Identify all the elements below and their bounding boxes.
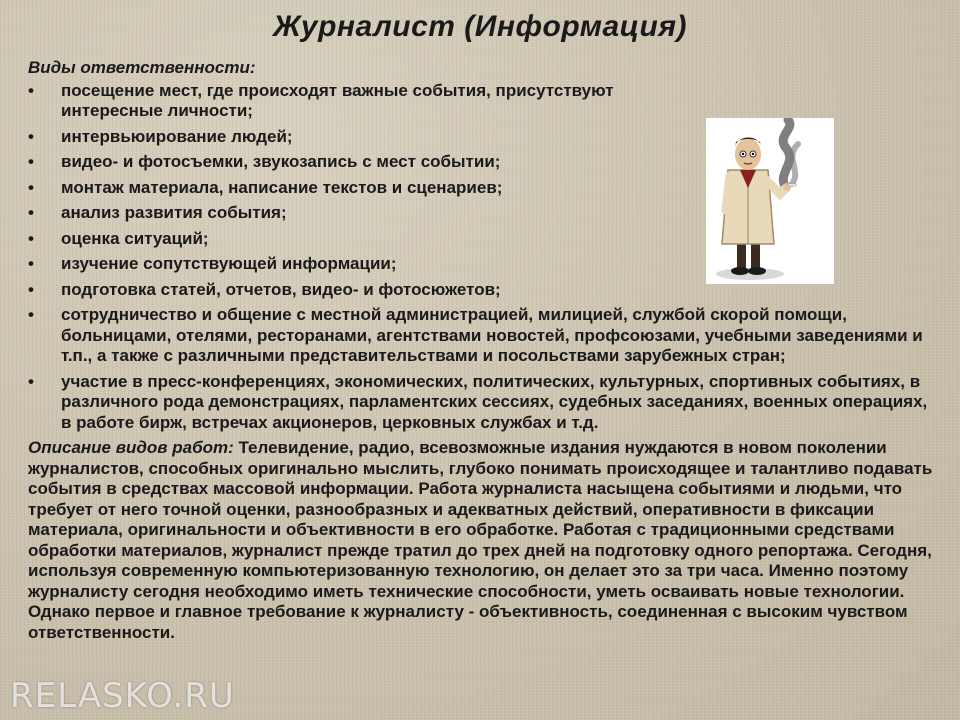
list-item-text: подготовка статей, отчетов, видео- и фотосюжетов;: [61, 279, 501, 299]
bullet: •: [28, 371, 34, 391]
list-item: [28, 152, 701, 173]
bullet: •: [28, 228, 34, 248]
list-item-text: посещение мест, где происходят важные события, присутствуют интересные личности;: [61, 80, 614, 120]
slide-title: Журналист (Информация): [272, 10, 687, 43]
list-item: [28, 127, 701, 148]
bullet: •: [28, 126, 34, 146]
list-item-text: видео- и фотосъемки, звукозапись с мест событии;: [61, 152, 501, 171]
list-item-text: участие в пресс-конференциях, экономических, политических, культурных, спортивных событиях, в различного рода демонстрациях, парламентских сессиях, судебных заседаниях, военных операциях, в работе бирж, встречах акционеров, церковных службах и т.д.: [61, 371, 928, 432]
list-item-text: оценка ситуаций;: [61, 228, 209, 248]
description-label: Описание видов работ:: [28, 438, 234, 457]
bullet: •: [28, 80, 34, 100]
bullet: •: [28, 279, 34, 299]
list-item-text: интервьюирование людей;: [61, 126, 293, 146]
list-item: [28, 203, 701, 224]
bullet: •: [28, 177, 34, 197]
list-item: [28, 254, 701, 275]
list-item-text: монтаж материала, написание текстов и сценариев;: [61, 177, 503, 197]
list-item: [28, 178, 701, 199]
bullet: •: [28, 203, 34, 222]
list-item-text: анализ развития события;: [61, 203, 287, 222]
list-item-text: сотрудничество и общение с местной администрацией, милицией, службой скорой помощи, больницами, отелями, ресторанами, агентствами новостей, профсоюзами, учебными заведениями и т.п., а также с различными представительствами и посольствами зарубежных стран;: [61, 305, 923, 365]
list-item: [28, 372, 941, 434]
job-description: [28, 438, 943, 643]
description-text: Телевидение, радио, всевозможные издания нуждаются в новом поколении журналистов, способных оригинально мыслить, глубоко понимать происходящее и талантливо подавать события в средствах массовой информации. Работа журналиста насыщена событиями и людьми, что требует от него точной оценки, разнообразных и адекватных действий, оперативности в фиксации материала, оригинальности и объективности в его обработке. Работая с традиционными средствами обработки материалов, журналист прежде тратил до трех дней на подготовку одного репортажа. Сегодня, используя современную компьютеризованную технологию, он делает это за три часа. Именно поэтому журналисту сегодня необходимо иметь технические способности, уметь осваивать новые технологии. Однако первое и главное требование к журналисту - объективность, соединенная с высоким чувством ответственности.: [28, 438, 933, 642]
list-item: [28, 280, 701, 301]
list-item: [28, 305, 941, 367]
bullet: •: [28, 152, 34, 171]
bullet: •: [28, 254, 34, 273]
list-item: [28, 81, 701, 122]
section-heading: Виды ответственности:: [28, 58, 256, 77]
watermark: RELASKO.RU: [10, 676, 235, 716]
list-item-text: изучение сопутствующей информации;: [61, 254, 397, 273]
bullet: •: [28, 305, 34, 324]
journalist-illustration: [706, 118, 834, 284]
list-item: [28, 229, 701, 250]
journalist-figure-icon: [706, 118, 834, 284]
